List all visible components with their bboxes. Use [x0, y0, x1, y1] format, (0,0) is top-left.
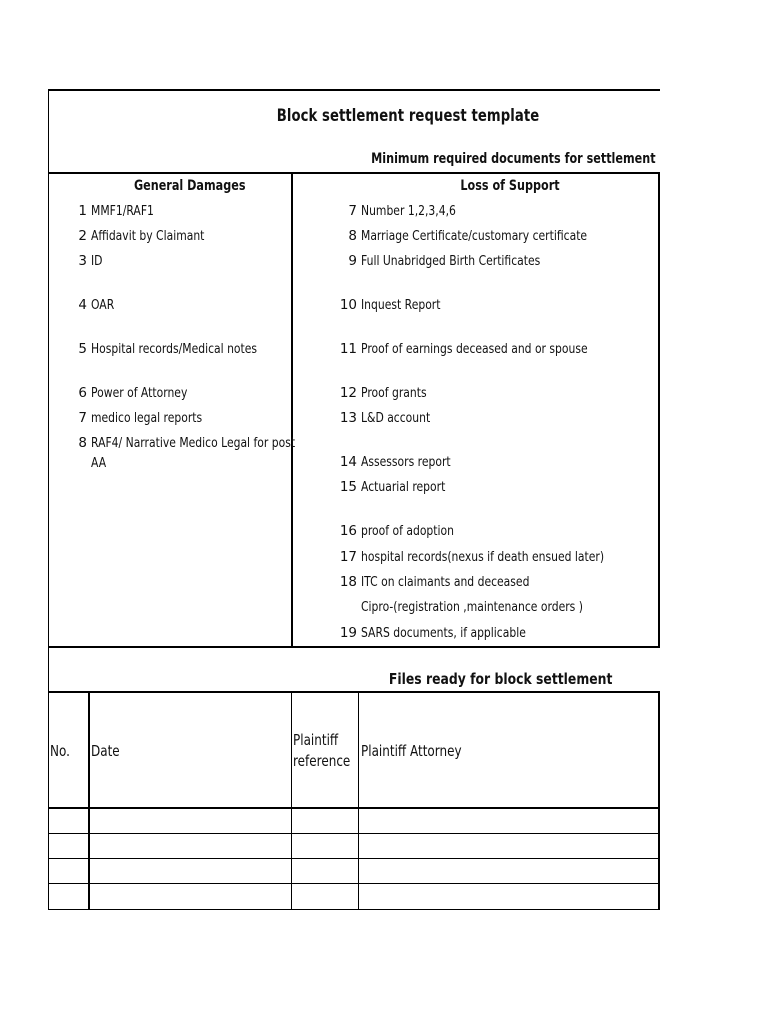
- ls-item-text: hospital records(nexus if death ensued later): [361, 549, 605, 565]
- loss-of-support-heading: Loss of Support: [460, 178, 560, 194]
- gd-item-text: MMF1/RAF1: [91, 203, 154, 219]
- table-row: [49, 809, 658, 833]
- table-cell-no[interactable]: [51, 887, 87, 905]
- ls-item-text: L&D account: [361, 410, 431, 426]
- table-cell-ref[interactable]: [294, 862, 356, 880]
- ls-item-num: 12: [339, 385, 357, 401]
- ls-item-num: 10: [339, 297, 357, 313]
- gd-item-text-cont: AA: [91, 455, 107, 471]
- gd-item-text: Affidavit by Claimant: [91, 228, 205, 244]
- table-cell-ref[interactable]: [294, 887, 356, 905]
- left-border: [48, 89, 49, 910]
- ls-item-num: 14: [339, 454, 357, 470]
- ls-item-text: Proof grants: [361, 385, 427, 401]
- table-top-border: [48, 691, 660, 693]
- ls-item-text: Actuarial report: [361, 479, 446, 495]
- table-cell-ref[interactable]: [294, 812, 356, 830]
- top-border: [48, 89, 660, 91]
- gd-item-text: Power of Attorney: [91, 385, 188, 401]
- general-damages-heading: General Damages: [134, 178, 246, 194]
- gd-item-text: medico legal reports: [91, 410, 203, 426]
- ls-item-num: 19: [339, 625, 357, 641]
- ls-item-num: 8: [348, 228, 357, 244]
- ls-item-num: 15: [339, 479, 357, 495]
- gd-item-num: 8: [78, 435, 87, 451]
- table-right-border: [658, 691, 660, 910]
- table-cell-no[interactable]: [51, 862, 87, 880]
- gd-item-text: Hospital records/Medical notes: [91, 341, 258, 357]
- ls-item-text: Cipro-(registration ,maintenance orders ): [361, 599, 583, 615]
- table-bottom-border: [48, 909, 660, 910]
- gd-item-num: 2: [78, 228, 87, 244]
- table-cell-attorney[interactable]: [361, 887, 656, 905]
- min-docs-heading: Minimum required documents for settlement: [371, 151, 656, 167]
- ls-item-text: Assessors report: [361, 454, 451, 470]
- ls-item-text: proof of adoption: [361, 523, 454, 539]
- table-cell-date[interactable]: [91, 812, 289, 830]
- table-cell-attorney[interactable]: [361, 812, 656, 830]
- right-border: [658, 172, 660, 648]
- document-title: Block settlement request template: [276, 106, 540, 125]
- gd-item-text: RAF4/ Narrative Medico Legal for post: [91, 435, 296, 451]
- gd-item-num: 6: [78, 385, 87, 401]
- col-header-plaintiff-reference: Plaintiff: [293, 731, 339, 749]
- table-cell-ref[interactable]: [294, 837, 356, 855]
- col-header-plaintiff-attorney: Plaintiff Attorney: [361, 742, 462, 760]
- ls-item-num: 18: [339, 574, 357, 590]
- table-cell-date[interactable]: [91, 887, 289, 905]
- ls-item-text: Inquest Report: [361, 297, 441, 313]
- gd-item-num: 7: [78, 410, 87, 426]
- ls-item-num: 7: [348, 203, 357, 219]
- table-row: [49, 859, 658, 883]
- ls-item-text: Full Unabridged Birth Certificates: [361, 253, 541, 269]
- column-divider: [291, 172, 293, 648]
- ls-item-text: Number 1,2,3,4,6: [361, 203, 456, 219]
- gd-item-num: 4: [78, 297, 87, 313]
- section-divider: [48, 646, 660, 648]
- ls-item-num: 17: [339, 549, 357, 565]
- col-header-plaintiff-reference: reference: [293, 752, 351, 770]
- gd-item-num: 5: [78, 341, 87, 357]
- table-cell-no[interactable]: [51, 837, 87, 855]
- gd-item-text: OAR: [91, 297, 115, 313]
- section-divider: [48, 172, 660, 174]
- ls-item-text: Proof of earnings deceased and or spouse: [361, 341, 588, 357]
- ls-item-text: ITC on claimants and deceased: [361, 574, 530, 590]
- table-cell-date[interactable]: [91, 862, 289, 880]
- ls-item-num: 11: [339, 341, 357, 357]
- col-header-no: No.: [50, 742, 70, 760]
- ls-item-num: 13: [339, 410, 357, 426]
- gd-item-text: ID: [91, 253, 103, 269]
- ls-item-num: 16: [339, 523, 357, 539]
- table-cell-no[interactable]: [51, 812, 87, 830]
- table-row: [49, 834, 658, 858]
- gd-item-num: 1: [78, 203, 87, 219]
- files-ready-heading: Files ready for block settlement: [388, 670, 612, 688]
- ls-item-num: 9: [348, 253, 357, 269]
- ls-item-text: Marriage Certificate/customary certificate: [361, 228, 588, 244]
- table-row: [49, 884, 658, 908]
- gd-item-num: 3: [78, 253, 87, 269]
- ls-item-text: SARS documents, if applicable: [361, 625, 526, 641]
- col-header-date: Date: [91, 742, 120, 760]
- table-cell-date[interactable]: [91, 837, 289, 855]
- table-cell-attorney[interactable]: [361, 837, 656, 855]
- table-cell-attorney[interactable]: [361, 862, 656, 880]
